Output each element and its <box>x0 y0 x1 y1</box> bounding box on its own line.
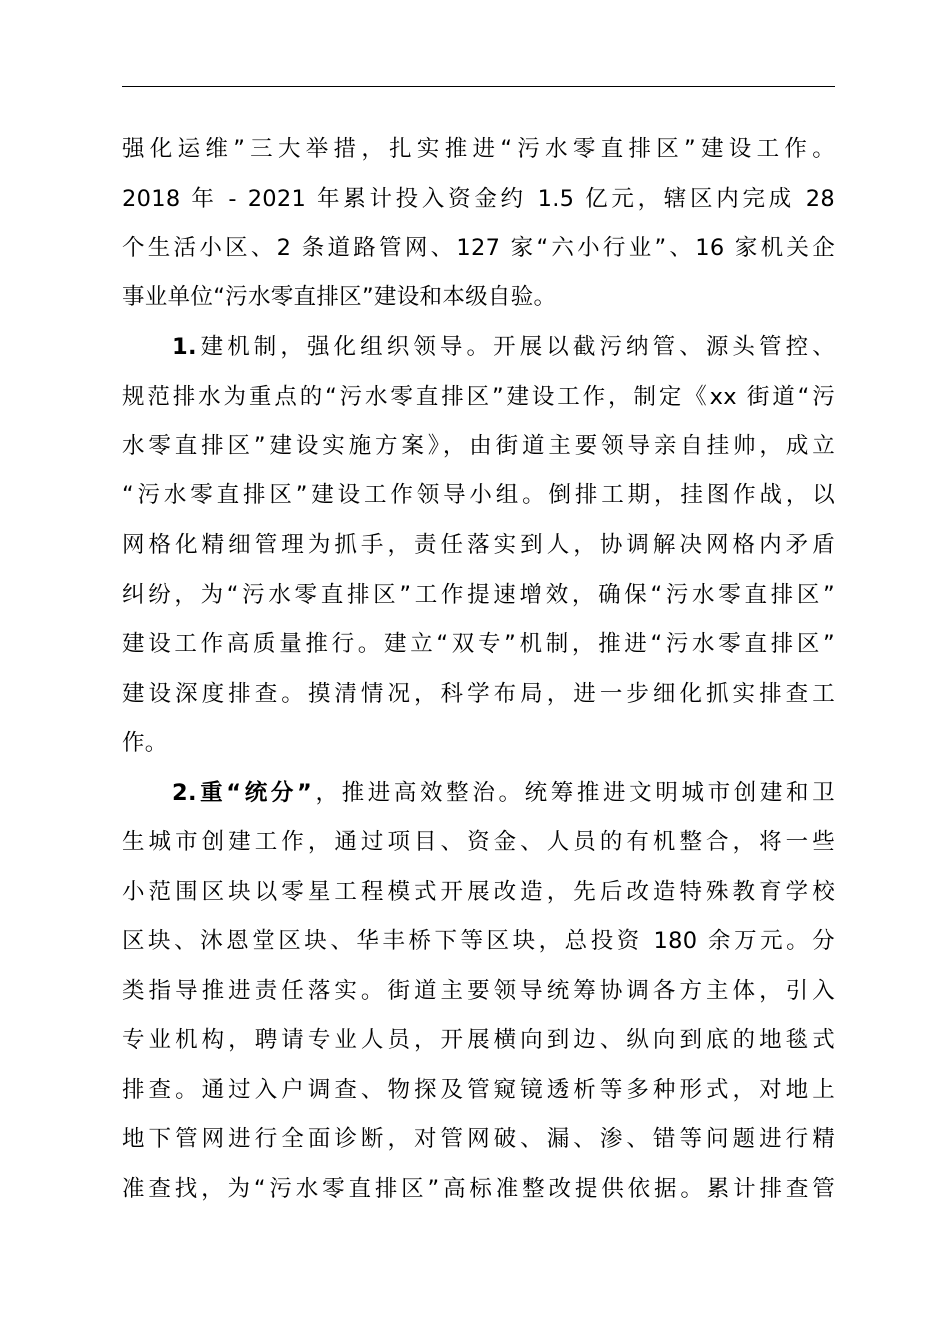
text-line: 纠纷，为“污水零直排区”工作提速增效，确保“污水零直排区” <box>122 582 835 608</box>
text-line: 排查。通过入户调查、物探及管窥镜透析等多种形式，对地上 <box>122 1077 835 1103</box>
text-line: 地下管网进行全面诊断，对管网破、漏、渗、错等问题进行精 <box>122 1126 835 1152</box>
text-line: 类指导推进责任落实。街道主要领导统筹协调各方主体，引入 <box>122 978 835 1004</box>
text-line: 区块、沐恩堂区块、华丰桥下等区块，总投资 180 余万元。分 <box>122 928 835 954</box>
text-line: 网格化精细管理为抓手，责任落实到人，协调解决网格内矛盾 <box>122 532 835 558</box>
item-2-heading-line <box>172 773 835 813</box>
header-rule <box>122 86 835 87</box>
text-line: 建设工作高质量推行。建立“双专”机制，推进“污水零直排区” <box>122 631 835 657</box>
text-line: 作。 <box>122 730 168 756</box>
item-2-text: ，推进高效整治。统筹推进文明城市创建和卫 <box>312 780 835 806</box>
text-line: 专业机构，聘请专业人员，开展横向到边、纵向到底的地毯式 <box>122 1027 835 1053</box>
item-1-number: 1. <box>172 334 197 360</box>
item-1-text: 建机制，强化组织领导。开展以截污纳管、源头管控、 <box>196 334 835 360</box>
text-line: 规范排水为重点的“污水零直排区”建设工作，制定《xx 街道“污 <box>122 384 835 410</box>
item-1-heading-line <box>172 327 835 367</box>
text-line: 水零直排区”建设实施方案》，由街道主要领导亲自挂帅，成立 <box>122 433 835 459</box>
item-2-lead-phrase: 重“统分” <box>196 780 313 806</box>
text-line: 事业单位“污水零直排区”建设和本级自验。 <box>122 284 557 310</box>
text-line: 建设深度排查。摸清情况，科学布局，进一步细化抓实排查工 <box>122 681 835 707</box>
text-line: 准查找，为“污水零直排区”高标准整改提供依据。累计排查管 <box>122 1176 835 1202</box>
text-line: 小范围区块以零星工程模式开展改造，先后改造特殊教育学校 <box>122 879 835 905</box>
text-line: 个生活小区、2 条道路管网、127 家“六小行业”、16 家机关企 <box>122 235 835 261</box>
item-2-number: 2. <box>172 780 197 806</box>
text-line: 生城市创建工作，通过项目、资金、人员的有机整合，将一些 <box>122 829 835 855</box>
text-line: 2018 年 - 2021 年累计投入资金约 1.5 亿元，辖区内完成 28 <box>122 186 835 212</box>
text-line: 强化运维”三大举措，扎实推进“污水零直排区”建设工作。 <box>122 136 835 162</box>
text-line: “污水零直排区”建设工作领导小组。倒排工期，挂图作战，以 <box>122 482 835 508</box>
